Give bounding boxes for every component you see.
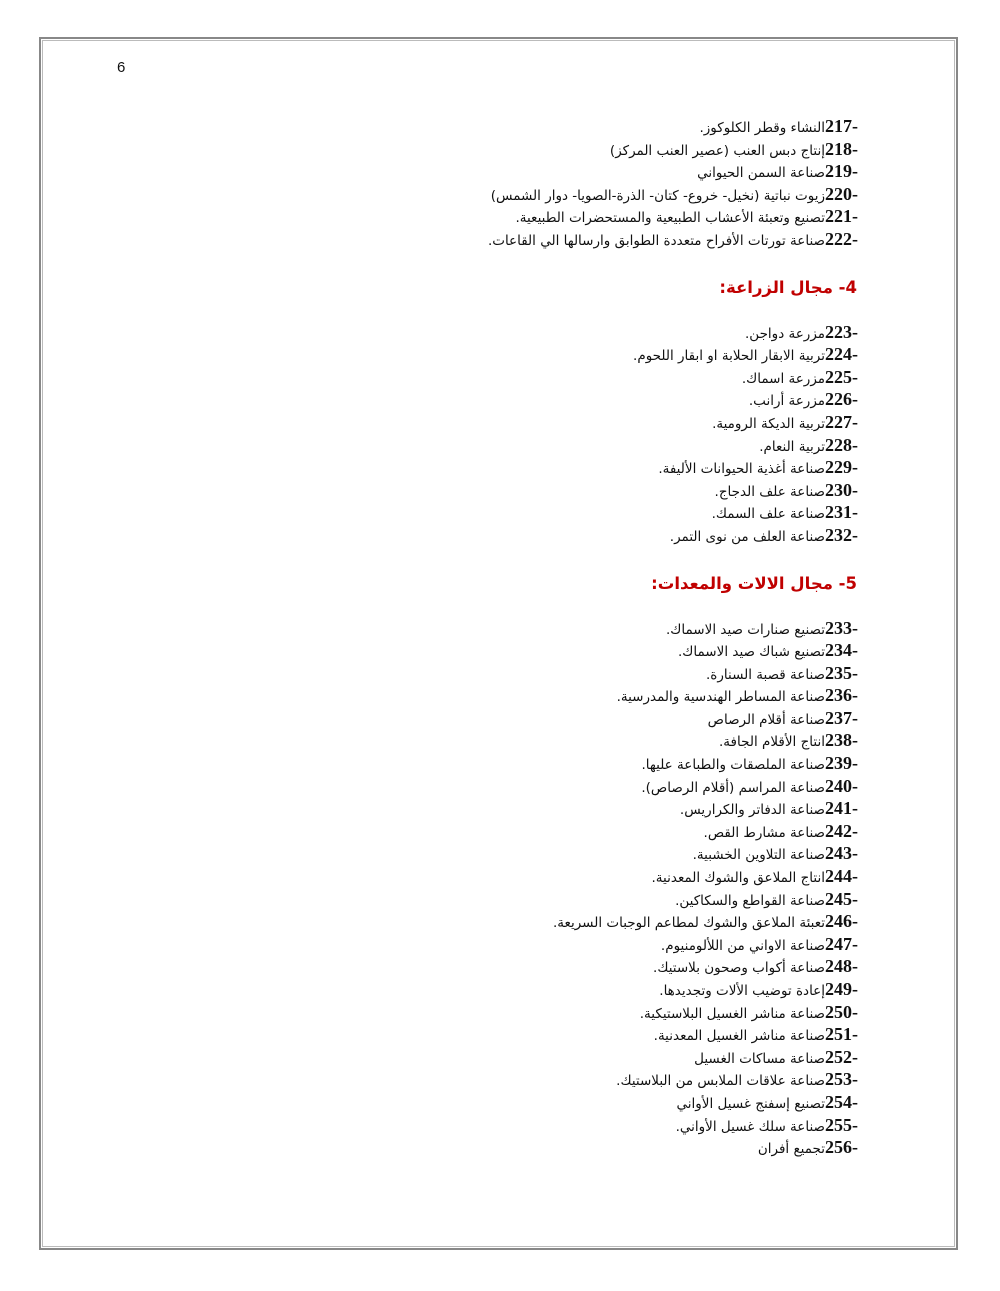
list-item (380, 1114, 885, 1137)
item-text: تربية الابقار الحلابة او ابقار اللحوم. (633, 348, 825, 365)
item-number: 220- (825, 183, 858, 204)
item-text: صناعة أغذية الحيوانات الأليفة. (658, 461, 825, 478)
item-text: صناعة أقلام الرصاص (707, 711, 825, 728)
item-number: 230- (825, 479, 858, 500)
item-text: صناعة مساكات الغسيل (694, 1050, 825, 1067)
item-number: 227- (825, 411, 858, 432)
agriculture-heading: 4- مجال الزراعة: (719, 277, 857, 297)
list-item (380, 411, 885, 434)
item-number: 249- (825, 979, 858, 999)
list-item (380, 434, 885, 457)
item-text: صناعة مشارط القص. (703, 824, 825, 841)
item-number: 248- (825, 956, 858, 977)
item-text: صناعة علف السمك. (711, 506, 825, 523)
list-item (380, 138, 885, 161)
item-text: تجميع أفران (757, 1141, 825, 1158)
item-text: صناعة سلك غسيل الأواني. (675, 1118, 825, 1135)
item-number: 247- (825, 933, 858, 954)
item-number: 241- (825, 798, 858, 819)
list-item (380, 183, 885, 206)
item-number: 238- (825, 730, 858, 751)
list-item (380, 1091, 885, 1114)
item-number: 219- (825, 161, 858, 182)
agriculture-list (380, 321, 885, 547)
item-text: صناعة علاقات الملابس من البلاستيك. (616, 1073, 825, 1090)
item-text: النشاء وقطر الكلوكوز. (699, 120, 825, 136)
list-item (380, 115, 885, 138)
list-item (380, 775, 885, 798)
item-text: صناعة الاواني من اللألومنيوم. (660, 937, 825, 954)
list-item (380, 955, 885, 978)
item-number: 226- (825, 389, 858, 410)
item-text: مزرعة أرانب. (748, 393, 825, 410)
item-text: مزرعة اسماك. (741, 370, 825, 387)
list-item (380, 228, 885, 251)
list-item (380, 729, 885, 752)
item-number: 253- (825, 1069, 858, 1090)
item-text: صناعة القواطع والسكاكين. (675, 892, 825, 909)
item-text: صناعة المساطر الهندسية والمدرسية. (616, 689, 825, 706)
list-item (380, 865, 885, 888)
list-item (380, 205, 885, 228)
item-number: 250- (825, 1001, 858, 1022)
item-text: صناعة المراسم (أقلام الرصاص). (641, 779, 825, 796)
item-text: إعادة توضيب الألات وتجديدها. (659, 983, 825, 999)
list-item (380, 321, 885, 344)
item-text: انتاج الأقلام الجافة. (719, 734, 825, 751)
item-number: 236- (825, 685, 858, 706)
list-item (380, 820, 885, 843)
item-number: 252- (825, 1046, 858, 1067)
item-text: صناعة العلف من نوى التمر. (669, 528, 825, 545)
list-item (380, 501, 885, 524)
list-item (380, 978, 885, 1001)
item-number: 237- (825, 707, 858, 728)
item-number: 239- (825, 753, 858, 774)
item-number: 251- (825, 1024, 858, 1045)
item-number: 222- (825, 228, 858, 249)
page-number: 6 (117, 59, 126, 76)
list-item (380, 1023, 885, 1046)
item-text: صناعة الملصقات والطباعة عليها. (641, 757, 825, 774)
list-item (380, 910, 885, 933)
list-item (380, 797, 885, 820)
item-text: صناعة التلاوين الخشبية. (692, 847, 825, 864)
item-text: تصنيع إسفنج غسيل الأواني (676, 1095, 825, 1112)
list-item (380, 388, 885, 411)
item-text: تربية الديكة الرومية. (712, 415, 825, 432)
item-number: 217- (825, 116, 858, 136)
item-text: صناعة تورتات الأفراح متعددة الطوابق وارسالها الي القاعات. (487, 232, 825, 249)
list-item (380, 617, 885, 640)
item-number: 245- (825, 888, 858, 909)
list-item (380, 707, 885, 730)
item-text: صناعة الدفاتر والكراريس. (679, 802, 825, 819)
list-item (380, 1136, 885, 1159)
item-number: 232- (825, 524, 858, 545)
document-content (380, 115, 885, 1159)
item-text: صناعة علف الدجاج. (714, 483, 825, 500)
item-number: 218- (825, 138, 858, 159)
item-number: 256- (825, 1137, 858, 1158)
item-number: 225- (825, 366, 858, 387)
item-text: انتاج الملاعق والشوك المعدنية. (651, 870, 825, 887)
list-item (380, 933, 885, 956)
item-number: 233- (825, 617, 858, 638)
food-industry-list (380, 115, 885, 251)
list-item (380, 1068, 885, 1091)
item-number: 246- (825, 911, 858, 932)
item-text: مزرعة دواجن. (745, 325, 825, 342)
list-item (380, 1046, 885, 1069)
item-text: إنتاج دبس العنب (عصير العنب المركز) (609, 142, 825, 159)
item-number: 254- (825, 1091, 858, 1112)
list-item (380, 524, 885, 547)
item-number: 231- (825, 502, 858, 523)
list-item (380, 842, 885, 865)
item-number: 228- (825, 434, 858, 455)
list-item (380, 160, 885, 183)
list-item (380, 366, 885, 389)
item-text: تصنيع شباك صيد الاسماك. (677, 644, 825, 661)
item-text: صناعة مناشر الغسيل البلاستيكية. (639, 1005, 825, 1022)
machines-heading: 5- مجال الالات والمعدات: (651, 573, 857, 593)
item-text: صناعة قصبة السنارة. (706, 666, 825, 683)
list-item (380, 888, 885, 911)
item-number: 223- (825, 321, 858, 342)
item-number: 244- (825, 866, 858, 887)
item-number: 243- (825, 843, 858, 864)
list-item (380, 752, 885, 775)
list-item (380, 684, 885, 707)
item-number: 255- (825, 1114, 858, 1135)
list-item (380, 662, 885, 685)
item-text: تعبئة الملاعق والشوك لمطاعم الوجبات السريعة. (552, 915, 825, 932)
item-text: تصنيع وتعبئة الأعشاب الطبيعية والمستحضرات الطبيعية. (515, 210, 825, 227)
item-text: صناعة أكواب وصحون بلاستيك. (653, 960, 825, 977)
item-number: 221- (825, 206, 858, 227)
item-number: 240- (825, 775, 858, 796)
list-item (380, 456, 885, 479)
item-number: 242- (825, 820, 858, 841)
list-item (380, 479, 885, 502)
item-number: 229- (825, 457, 858, 478)
list-item (380, 639, 885, 662)
item-text: تصنيع صنارات صيد الاسماك. (665, 621, 825, 638)
item-number: 234- (825, 640, 858, 661)
list-item (380, 1001, 885, 1024)
machines-list (380, 617, 885, 1159)
item-text: صناعة السمن الحيواني (697, 165, 825, 182)
item-text: تربية النعام. (759, 438, 825, 455)
item-text: زيوت نباتية (نخيل- خروع- كتان- الذرة-الصويا- دوار الشمس) (490, 187, 825, 204)
item-number: 224- (825, 344, 858, 365)
list-item (380, 343, 885, 366)
item-text: صناعة مناشر الغسيل المعدنية. (653, 1028, 825, 1045)
item-number: 235- (825, 662, 858, 683)
